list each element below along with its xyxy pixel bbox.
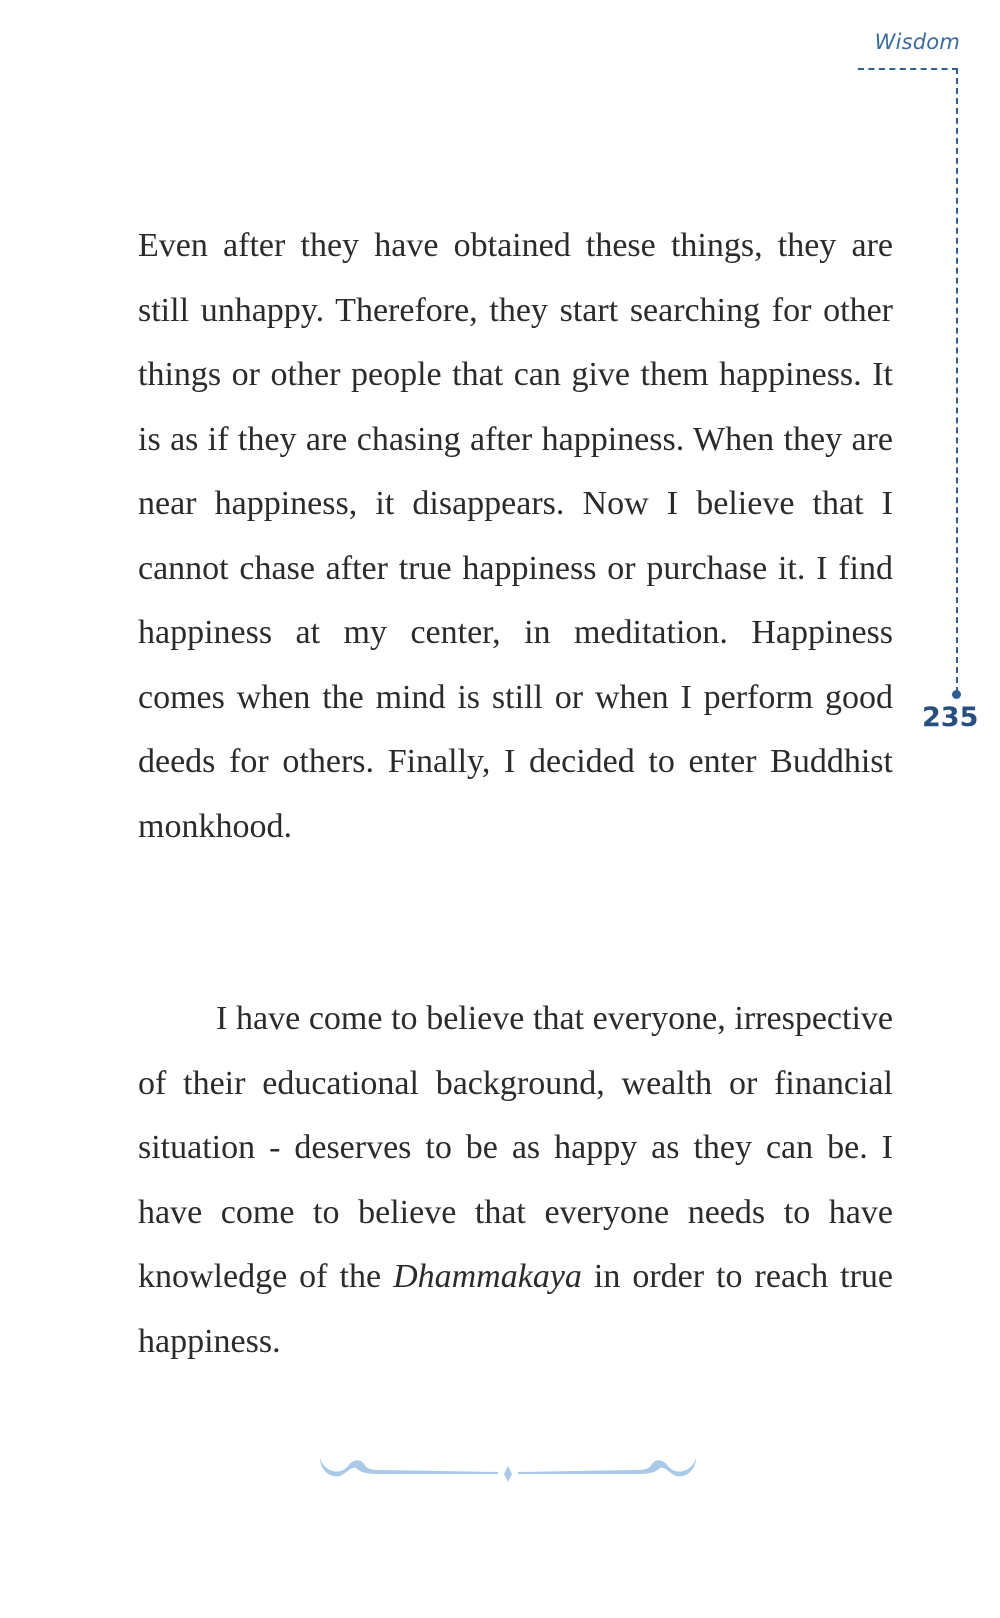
paragraph-2-italic-term: Dhammakaya: [393, 1258, 582, 1295]
paragraph-2-text: [138, 987, 893, 1374]
body-paragraph-1: [138, 214, 893, 859]
paragraph-2-end: in order to reach true happiness.: [138, 1258, 893, 1360]
margin-dashed-rule: [956, 68, 958, 693]
paragraph-2-main: I have come to believe that everyone, irrespective of their educational background, wealth or financial situation - deserves to be as happy as they can be. I have come to believe that everyone needs to have knowledge of the: [138, 1000, 893, 1295]
header-dashed-rule: [858, 68, 958, 70]
flourish-divider-icon: [318, 1446, 698, 1486]
margin-rule-dot: [952, 690, 961, 699]
body-paragraph-2: [138, 987, 893, 1374]
running-head-title: Wisdom: [874, 30, 960, 54]
paragraph-1-text: Even after they have obtained these things, they are still unhappy. Therefore, they start searching for other things or other people that can give them happiness. It is as if they are chasing after happiness. When they are near happiness, it disappears. Now I believe that I cannot chase after true happiness or purchase it. I find happiness at my center, in meditation. Happiness comes when the mind is still or when I perform good deeds for others. Finally, I decided to enter Buddhist monkhood.: [138, 227, 893, 845]
page-number: 235: [922, 702, 979, 733]
